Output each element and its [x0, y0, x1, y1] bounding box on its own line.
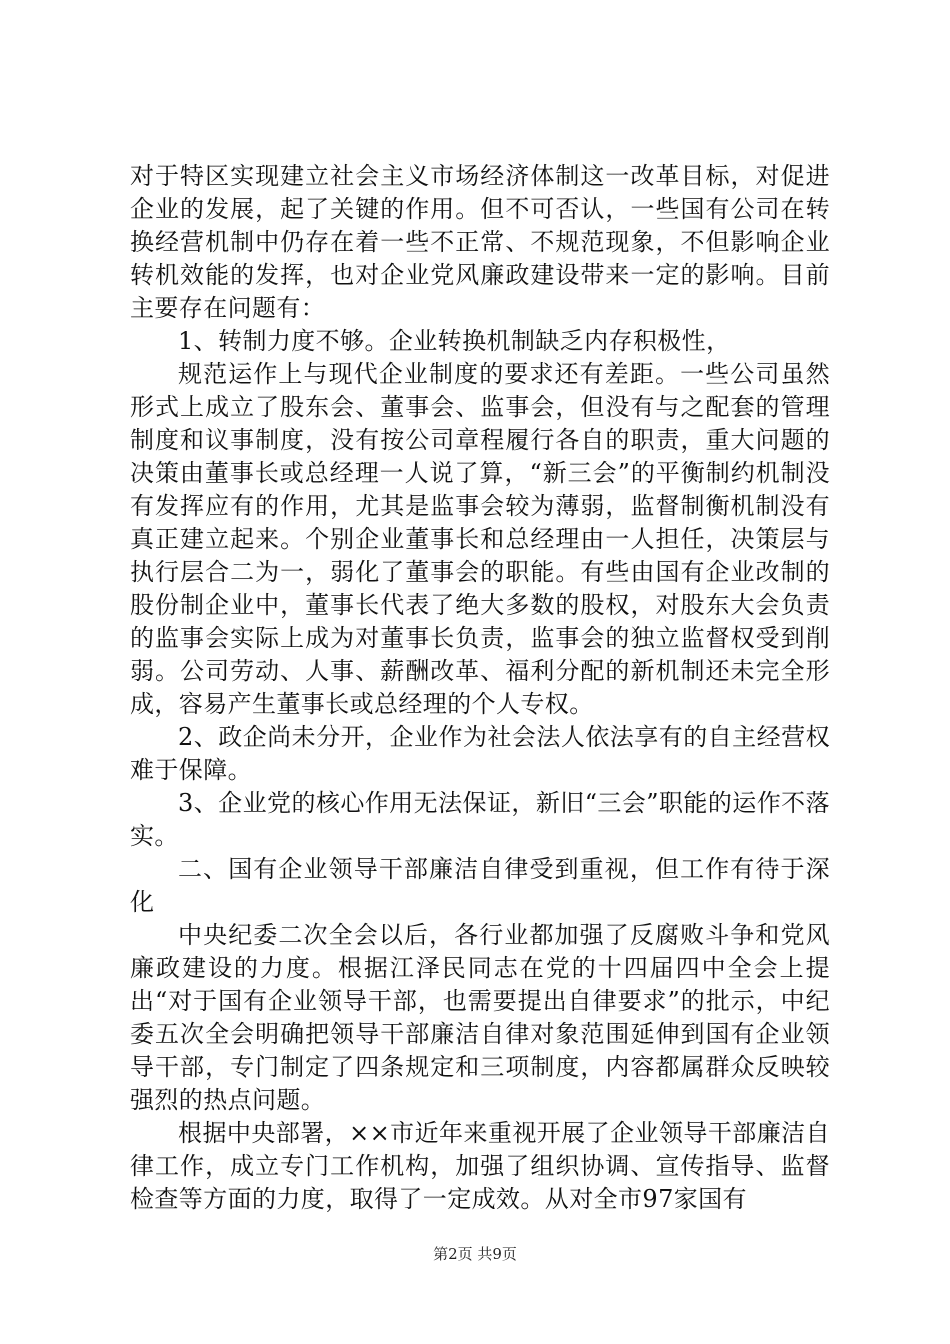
paragraph-intro: 对于特区实现建立社会主义市场经济体制这一改革目标，对促进企业的发展，起了关键的作用。但不可否认，一些国有公司在转换经营机制中仍存在着一些不正常、不规范现象，不但影响企业转机效能的发挥，也对企业党风廉政建设带来一定的影响。目前主要存在问题有： [130, 162, 830, 322]
paragraph-city-deployment: 根据中央部署，××市近年来重视开展了企业领导干部廉洁自律工作，成立专门工作机构，加强了组织协调、宣传指导、监督检查等方面的力度，取得了一定成效。从对全市97家国有 [130, 1119, 830, 1213]
paragraph-item-2: 2、政企尚未分开，企业作为社会法人依法享有的自主经营权难于保障。 [130, 723, 830, 784]
paragraph-central-commission: 中央纪委二次全会以后，各行业都加强了反腐败斗争和党风廉政建设的力度。根据江泽民同志在党的十四届四中全会上提出“对于国有企业领导干部，也需要提出自律要求”的批示，中纪委五次全会明确把领导干部廉洁自律对象范围延伸到国有企业领导干部，专门制定了四条规定和三项制度，内容都属群众反映较强烈的热点问题。 [130, 921, 830, 1114]
paragraph-item-3: 3、企业党的核心作用无法保证，新旧“三会”职能的运作不落实。 [130, 789, 830, 850]
document-body [130, 160, 830, 1216]
page-number-footer: 第2页 共9页 [433, 1245, 517, 1263]
paragraph-item-1: 1、转制力度不够。企业转换机制缺乏内存积极性， [178, 327, 731, 355]
paragraph-standard-operation: 规范运作上与现代企业制度的要求还有差距。一些公司虽然形式上成立了股东会、董事会、监事会，但没有与之配套的管理制度和议事制度，没有按公司章程履行各自的职责，重大问题的决策由董事长或总经理一人说了算，“新三会”的平衡制约机制没有发挥应有的作用，尤其是监事会较为薄弱，监督制衡机制没有真正建立起来。个别企业董事长和总经理由一人担任，决策层与执行层合二为一，弱化了董事会的职能。有些由国有企业改制的股份制企业中，董事长代表了绝大多数的股权，对股东大会负责的监事会实际上成为对董事长负责，监事会的独立监督权受到削弱。公司劳动、人事、薪酬改革、福利分配的新机制还未完全形成，容易产生董事长或总经理的个人专权。 [130, 360, 830, 718]
section-heading-two: 二、国有企业领导干部廉洁自律受到重视，但工作有待于深化 [130, 855, 830, 916]
